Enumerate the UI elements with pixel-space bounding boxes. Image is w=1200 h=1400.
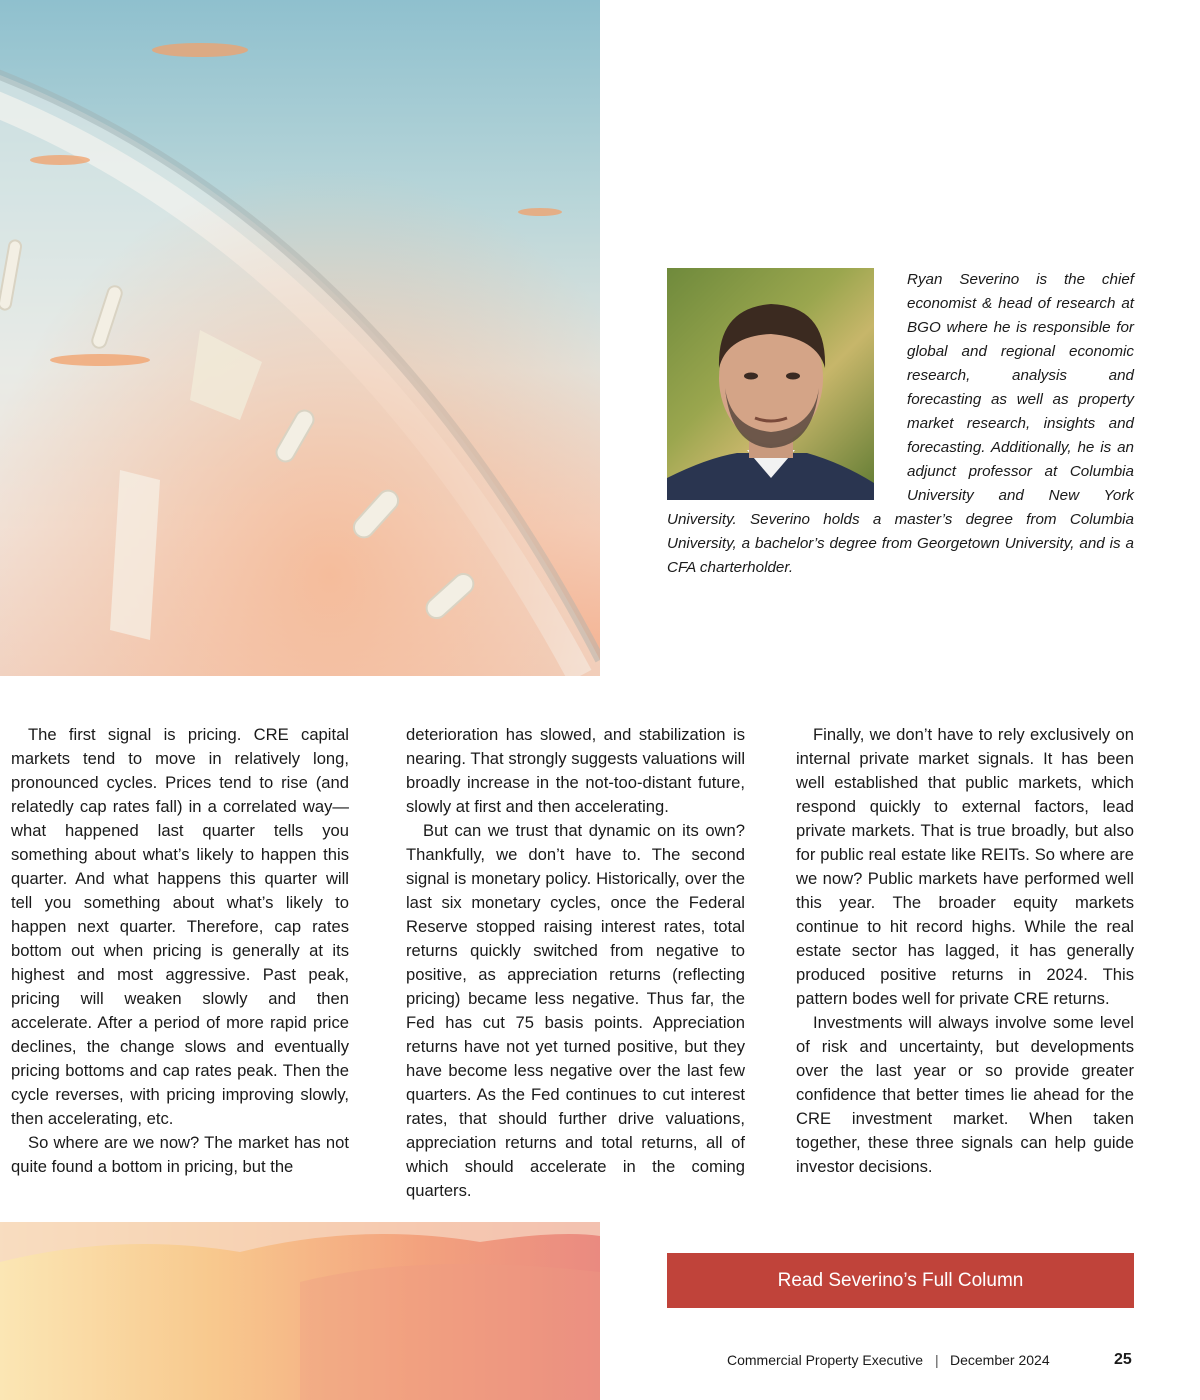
footer-date: December 2024 (950, 1352, 1050, 1368)
footer-separator: | (935, 1352, 939, 1368)
bio-text: Ryan Severino is the chief economist & head of research at BGO where he is responsible for global and regional economic research, analysis and forecasting as well as property market research, insights and forecasting. Additionally, he is an adjunct professor at Columbia University and New York University. Severino holds a master’s degree from Columbia University, a bachelor’s degree from Georgetown University, and is a CFA charterholder. (667, 271, 1134, 576)
paragraph: Finally, we don’t have to rely exclusively on internal private market signals. It has been well established that public markets, which respond quickly to external factors, lead private markets. That is true broadly, but also for public real estate like REITs. So where are we now? Public markets have performed well this year. The broader equity markets continue to hit record highs. While the real estate sector has lagged, it has generally produced positive returns in 2024. This pattern bodes well for private CRE returns. (796, 725, 1134, 1008)
article-column-3 (796, 723, 1134, 1179)
clock-hero-image (0, 0, 600, 676)
paragraph: The first signal is pricing. CRE capital markets tend to move in relatively long, pronounced cycles. Prices tend to rise (and relatedly cap rates fall) in a correlated way—what happened last quarter tells you something about what’s likely to happen this quarter. And what happens this quarter will tell you something about what’s likely to happen next quarter. Therefore, cap rates bottom out when pricing is generally at its highest and most aggressive. Past peak, pricing will weaken slowly and then accelerate. After a period of more rapid price declines, the change slows and eventually pricing bottoms and cap rates peak. Then the cycle reverses, with pricing improving slowly, then accelerating, etc. (11, 725, 349, 1128)
footer-publication: Commercial Property Executive (727, 1352, 924, 1368)
paragraph: Investments will always involve some level of risk and uncertainty, but developments over the last year or so provide greater confidence that better times lie ahead for the CRE investment market. When taken together, these three signals can help guide investor decisions. (796, 1013, 1134, 1176)
paragraph: But can we trust that dynamic on its own? Thankfully, we don’t have to. The second signal is monetary policy. Historically, over the last six monetary cycles, once the Federal Reserve stopped raising interest rates, total returns quickly switched from negative to positive, as appreciation returns (reflecting pricing) became less negative. Thus far, the Fed has cut 75 basis points. Appreciation returns have not yet turned positive, but they have become less negative over the last few quarters. As the Fed continues to cut interest rates, that should further drive valuations, appreciation returns and total returns, all of which should accelerate in the coming quarters. (406, 821, 745, 1200)
article-column-1 (11, 723, 349, 1179)
page-number: 25 (1114, 1351, 1132, 1368)
author-portrait (667, 268, 874, 500)
read-full-column-button[interactable]: Read Severino’s Full Column (667, 1253, 1134, 1308)
sunset-decorative-image (0, 1222, 600, 1400)
article-column-2 (406, 723, 745, 1203)
author-bio (667, 268, 1134, 580)
paragraph: deterioration has slowed, and stabilization is nearing. That strongly suggests valuations will broadly increase in the not-too-distant future, slowly at first and then accelerating. (406, 725, 745, 816)
paragraph: So where are we now? The market has not quite found a bottom in pricing, but the (11, 1133, 349, 1176)
